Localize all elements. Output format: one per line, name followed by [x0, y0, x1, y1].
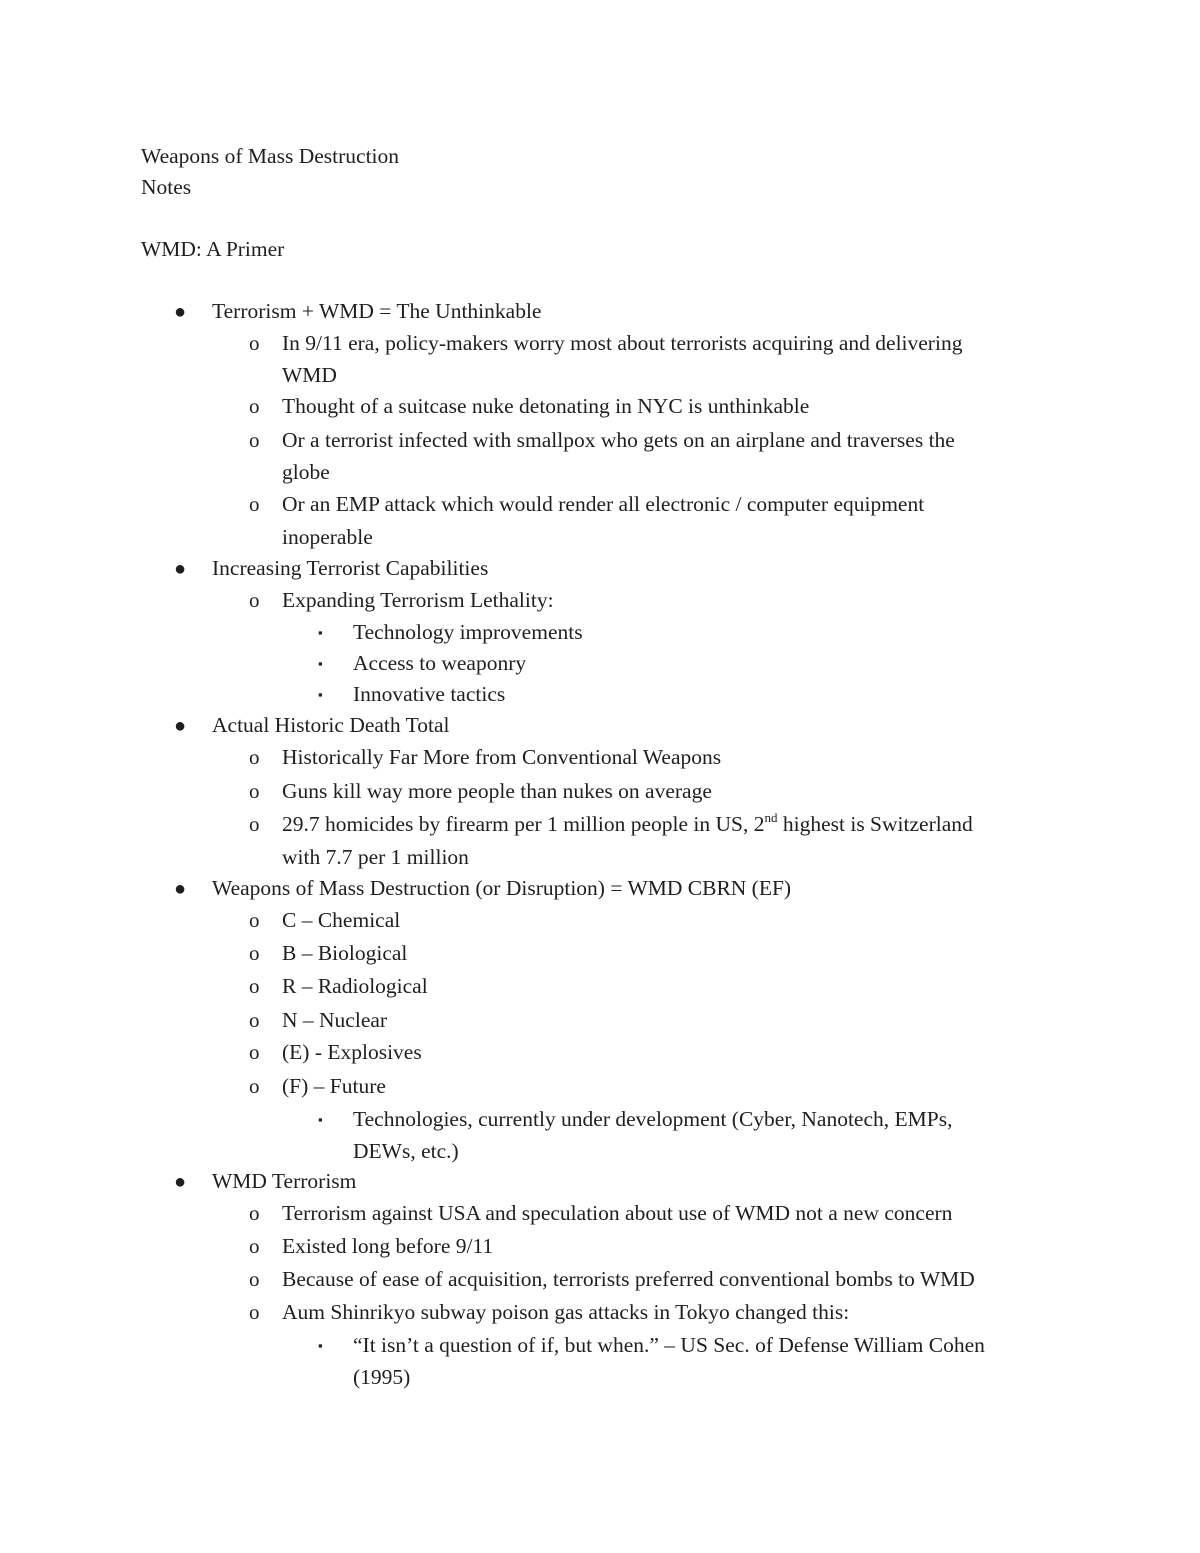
list-item: Terrorism + WMD = The Unthinkable — [212, 299, 542, 323]
sub-bullet-marker: o — [249, 974, 260, 998]
sub-list-item-continued: with 7.7 per 1 million — [282, 845, 469, 869]
sub-sub-bullet-marker: ▪ — [318, 1338, 323, 1353]
sub-sub-list-item-continued: DEWs, etc.) — [353, 1139, 459, 1163]
sub-bullet-marker: o — [249, 394, 260, 418]
sub-list-item: R – Radiological — [282, 974, 428, 998]
sub-list-item: B – Biological — [282, 941, 408, 965]
sub-list-item: Existed long before 9/11 — [282, 1234, 494, 1258]
sub-list-item: Expanding Terrorism Lethality: — [282, 588, 554, 612]
sub-sub-list-item: Innovative tactics — [353, 682, 506, 706]
list-item: Actual Historic Death Total — [212, 713, 450, 737]
ordinal-superscript: nd — [764, 810, 778, 825]
sub-list-item: C – Chemical — [282, 908, 401, 932]
sub-bullet-marker: o — [249, 1300, 260, 1324]
sub-bullet-marker: o — [249, 1040, 260, 1064]
list-item: WMD Terrorism — [212, 1169, 357, 1193]
sub-bullet-marker: o — [249, 779, 260, 803]
sub-list-item: Historically Far More from Conventional Weapons — [282, 745, 722, 769]
bullet-marker: ● — [174, 715, 187, 737]
sub-list-item: Or a terrorist infected with smallpox who gets on an airplane and traverses the — [282, 428, 955, 452]
sub-list-item: In 9/11 era, policy-makers worry most about terrorists acquiring and delivering — [282, 331, 963, 355]
sub-sub-list-item: Technology improvements — [353, 620, 583, 644]
sub-bullet-marker: o — [249, 331, 260, 355]
sub-bullet-marker: o — [249, 941, 260, 965]
sub-list-item-continued: WMD — [282, 363, 337, 387]
statistic-text-end: highest is Switzerland — [777, 812, 973, 836]
sub-bullet-marker: o — [249, 1201, 260, 1225]
sub-list-item-continued: globe — [282, 460, 330, 484]
sub-bullet-marker: o — [249, 908, 260, 932]
list-item: Increasing Terrorist Capabilities — [212, 556, 489, 580]
bullet-marker: ● — [174, 1171, 187, 1193]
sub-sub-bullet-marker: ▪ — [318, 625, 323, 640]
sub-bullet-marker: o — [249, 492, 260, 516]
sub-list-item: Terrorism against USA and speculation about use of WMD not a new concern — [282, 1201, 953, 1225]
sub-bullet-marker: o — [249, 1234, 260, 1258]
bullet-marker: ● — [174, 558, 187, 580]
sub-sub-list-item: Technologies, currently under development (Cyber, Nanotech, EMPs, — [353, 1107, 953, 1131]
list-item: Weapons of Mass Destruction (or Disruption) = WMD CBRN (EF) — [212, 876, 792, 900]
sub-bullet-marker: o — [249, 1008, 260, 1032]
sub-sub-list-item-continued: (1995) — [353, 1365, 411, 1389]
sub-sub-bullet-marker: ▪ — [318, 687, 323, 702]
sub-list-item-statistic — [282, 810, 973, 836]
section-heading: WMD: A Primer — [141, 237, 285, 261]
sub-bullet-marker: o — [249, 812, 260, 836]
document-title: Weapons of Mass Destruction — [141, 144, 400, 168]
sub-list-item: (F) – Future — [282, 1074, 386, 1098]
sub-list-item: Thought of a suitcase nuke detonating in NYC is unthinkable — [282, 394, 810, 418]
sub-list-item: Or an EMP attack which would render all electronic / computer equipment — [282, 492, 925, 516]
sub-bullet-marker: o — [249, 1267, 260, 1291]
sub-list-item: (E) - Explosives — [282, 1040, 422, 1064]
sub-bullet-marker: o — [249, 745, 260, 769]
sub-sub-bullet-marker: ▪ — [318, 656, 323, 671]
document-subtitle: Notes — [141, 175, 192, 199]
bullet-marker: ● — [174, 878, 187, 900]
bullet-marker: ● — [174, 301, 187, 323]
sub-sub-list-item: Access to weaponry — [353, 651, 527, 675]
sub-list-item: Because of ease of acquisition, terrorists preferred conventional bombs to WMD — [282, 1267, 975, 1291]
sub-list-item: Aum Shinrikyo subway poison gas attacks in Tokyo changed this: — [282, 1300, 850, 1324]
sub-sub-list-item: “It isn’t a question of if, but when.” – US Sec. of Defense William Cohen — [353, 1333, 985, 1357]
sub-bullet-marker: o — [249, 428, 260, 452]
sub-sub-bullet-marker: ▪ — [318, 1112, 323, 1127]
sub-bullet-marker: o — [249, 588, 260, 612]
sub-bullet-marker: o — [249, 1074, 260, 1098]
statistic-text: 29.7 homicides by firearm per 1 million people in US, 2 — [282, 812, 765, 836]
sub-list-item-continued: inoperable — [282, 525, 373, 549]
sub-list-item: Guns kill way more people than nukes on average — [282, 779, 712, 803]
sub-list-item: N – Nuclear — [282, 1008, 388, 1032]
